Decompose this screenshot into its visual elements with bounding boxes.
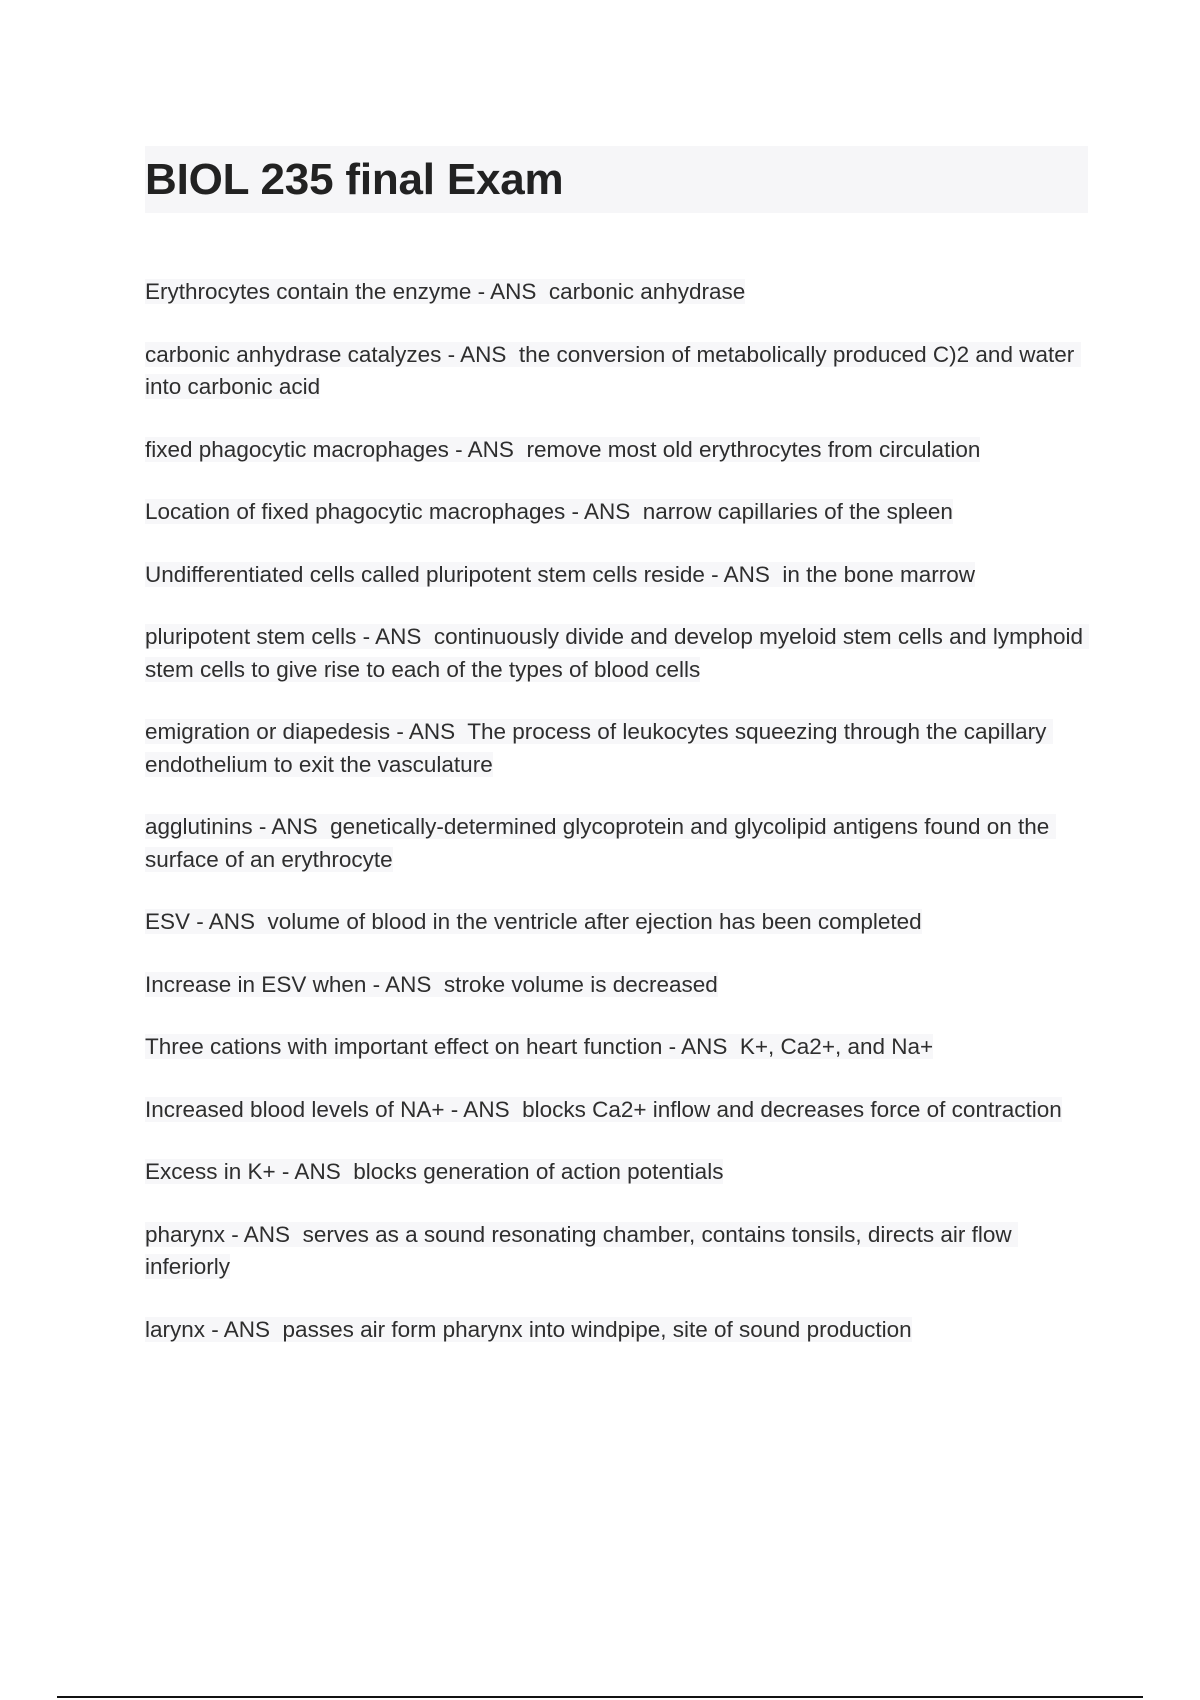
title-block bbox=[145, 146, 1088, 213]
qa-item bbox=[145, 559, 1088, 592]
qa-item bbox=[145, 621, 1088, 686]
qa-item-text: carbonic anhydrase catalyzes - ANS the conversion of metabolically produced C)2 and water into carbonic acid bbox=[145, 341, 1081, 399]
qa-item-text: Location of fixed phagocytic macrophages - ANS narrow capillaries of the spleen bbox=[145, 499, 953, 524]
qa-item bbox=[145, 1031, 1088, 1064]
qa-item bbox=[145, 969, 1088, 1002]
qa-item bbox=[145, 1314, 1088, 1347]
qa-item-text: pharynx - ANS serves as a sound resonating chamber, contains tonsils, directs air flow inferiorly bbox=[145, 1221, 1018, 1279]
qa-item-text: Three cations with important effect on heart function - ANS K+, Ca2+, and Na+ bbox=[145, 1034, 934, 1059]
qa-item-text: Excess in K+ - ANS blocks generation of action potentials bbox=[145, 1159, 724, 1184]
qa-item-text: pluripotent stem cells - ANS continuously divide and develop myeloid stem cells and lymphoid stem cells to give rise to each of the types of blood cells bbox=[145, 624, 1090, 682]
qa-item bbox=[145, 716, 1088, 781]
qa-item bbox=[145, 811, 1088, 876]
qa-item-text: emigration or diapedesis - ANS The process of leukocytes squeezing through the capillary endothelium to exit the vasculature bbox=[145, 719, 1053, 777]
qa-item-text: larynx - ANS passes air form pharynx into windpipe, site of sound production bbox=[145, 1316, 912, 1342]
qa-item bbox=[145, 906, 1088, 939]
document-title: BIOL 235 final Exam bbox=[145, 155, 564, 204]
qa-item-text: Increase in ESV when - ANS stroke volume is decreased bbox=[145, 971, 718, 997]
qa-item-text: fixed phagocytic macrophages - ANS remove most old erythrocytes from circulation bbox=[145, 436, 981, 462]
qa-item bbox=[145, 1094, 1088, 1127]
qa-item bbox=[145, 434, 1088, 467]
qa-item bbox=[145, 496, 1088, 529]
qa-item bbox=[145, 1219, 1088, 1284]
footer-divider bbox=[57, 1696, 1143, 1698]
qa-list bbox=[145, 276, 1088, 1346]
qa-item bbox=[145, 339, 1088, 404]
qa-item-text: ESV - ANS volume of blood in the ventricle after ejection has been completed bbox=[145, 909, 922, 934]
qa-item-text: Undifferentiated cells called pluripotent stem cells reside - ANS in the bone marrow bbox=[145, 561, 975, 587]
qa-item bbox=[145, 276, 1088, 309]
qa-item-text: agglutinins - ANS genetically-determined glycoprotein and glycolipid antigens found on the surface of an erythrocyte bbox=[145, 814, 1056, 872]
qa-item-text: Erythrocytes contain the enzyme - ANS carbonic anhydrase bbox=[145, 279, 746, 304]
qa-item bbox=[145, 1156, 1088, 1189]
qa-item-text: Increased blood levels of NA+ - ANS blocks Ca2+ inflow and decreases force of contraction bbox=[145, 1096, 1062, 1122]
